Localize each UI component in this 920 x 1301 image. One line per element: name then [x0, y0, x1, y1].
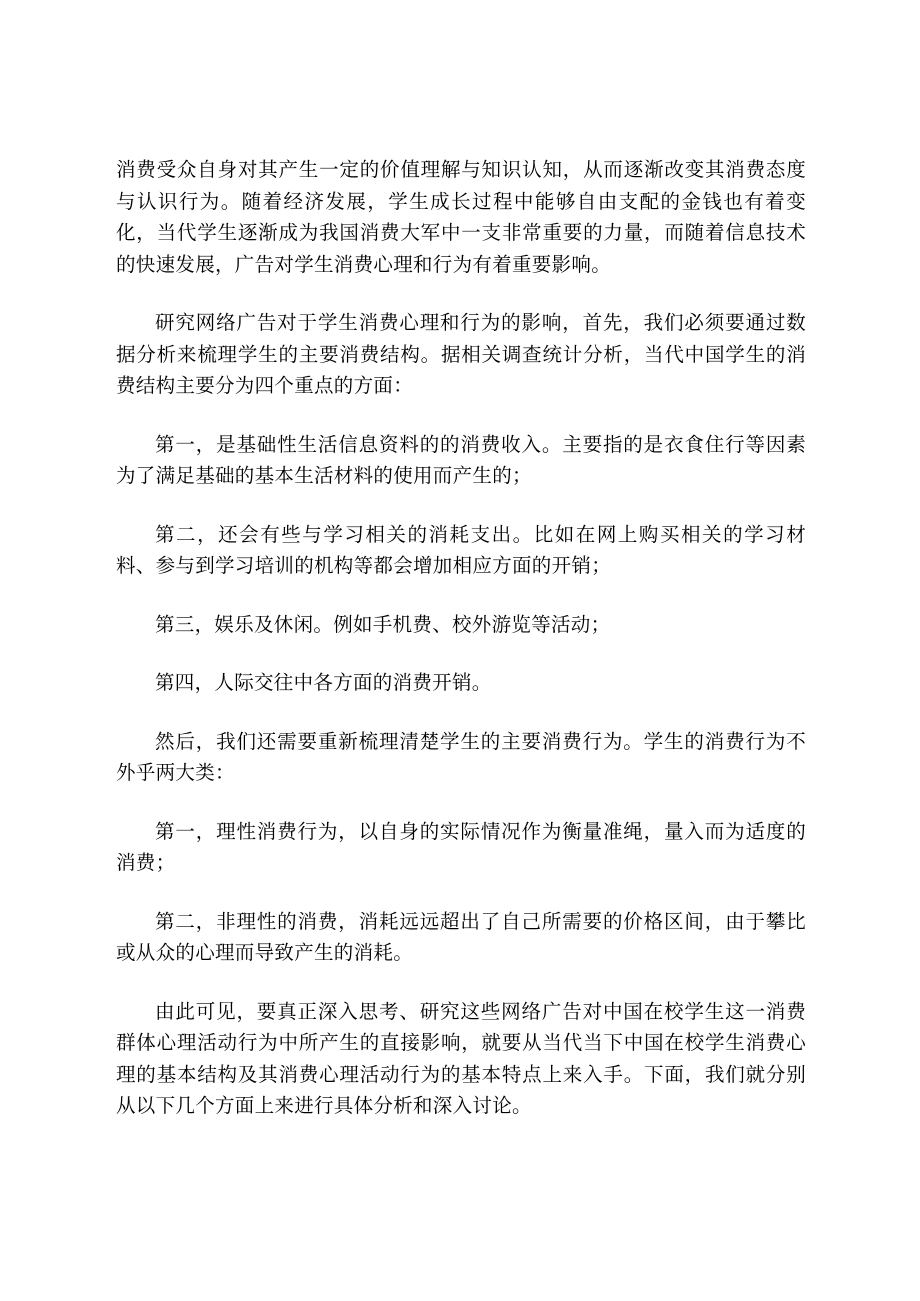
paragraph-consumption-structure-intro: 研究网络广告对于学生消费心理和行为的影响，首先，我们必须要通过数据分析来梳理学生的主要消费结构。据相关调查统计分析，当代中国学生的消费结构主要分为四个重点的方面： [116, 311, 806, 397]
paragraph-structure-item-3: 第三，娱乐及休闲。例如手机费、校外游览等活动； [155, 612, 611, 636]
paragraph-behavior-item-1: 第一，理性消费行为，以自身的实际情况作为衡量准绳，量入而为适度的消费； [116, 819, 806, 874]
document-body [116, 154, 806, 1149]
paragraph-continuation: 消费受众自身对其产生一定的价值理解与知识认知，从而逐渐改变其消费态度与认识行为。随着经济发展，学生成长过程中能够自由支配的金钱也有着变化，当代学生逐渐成为我国消费大军中一支非常重要的力量，而随着信息技术的快速发展，广告对学生消费心理和行为有着重要影响。 [116, 158, 806, 276]
paragraph-behavior-item-2: 第二，非理性的消费，消耗远远超出了自己所需要的价格区间，由于攀比或从众的心理而导致产生的消耗。 [116, 909, 806, 964]
paragraph-consumption-behavior-intro: 然后，我们还需要重新梳理清楚学生的主要消费行为。学生的消费行为不外乎两大类： [116, 729, 806, 784]
paragraph-conclusion: 由此可见，要真正深入思考、研究这些网络广告对中国在校学生这一消费群体心理活动行为中所产生的直接影响，就要从当代当下中国在校学生消费心理的基本结构及其消费心理活动行为的基本特点上来入手。下面，我们就分别从以下几个方面上来进行具体分析和深入讨论。 [116, 999, 806, 1117]
paragraph-structure-item-4: 第四，人际交往中各方面的消费开销。 [155, 671, 492, 694]
paragraph-structure-item-2: 第二，还会有些与学习相关的消耗支出。比如在网上购买相关的学习材料、参与到学习培训的机构等都会增加相应方面的开销； [116, 522, 806, 577]
paragraph-structure-item-1: 第一，是基础性生活信息资料的的消费收入。主要指的是衣食住行等因素为了满足基础的基本生活材料的使用而产生的； [116, 432, 806, 487]
